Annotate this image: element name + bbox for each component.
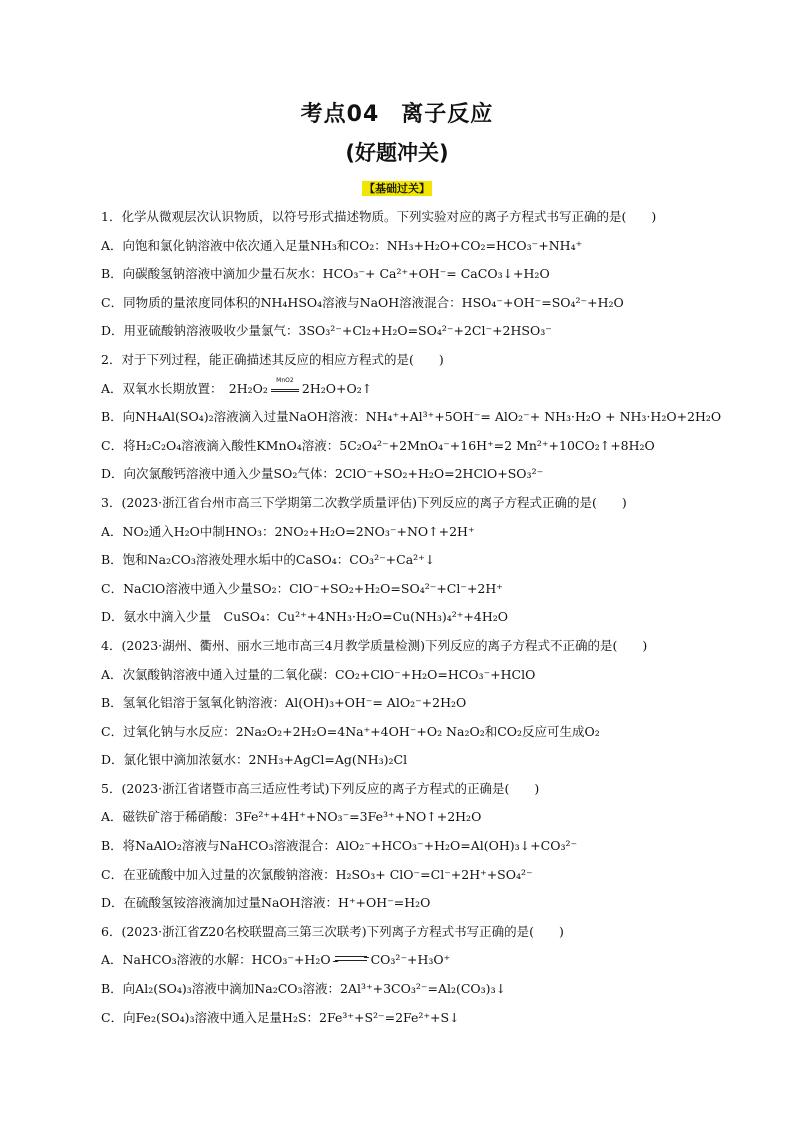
question-4-option-a: A．次氯酸钠溶液中通入过量的二氧化碳：CO₂+ClO⁻+H₂O=HCO₃⁻+HClO (101, 666, 536, 682)
question-list (101, 203, 741, 1032)
catalyst-label: MnO2 (276, 376, 294, 384)
question-6-option-c: C．向Fe₂(SO₄)₃溶液中通入足量H₂S：2Fe³⁺+S²⁻=2Fe²⁺+S↓ (101, 1009, 460, 1025)
question-6-option-a-products: CO₃²⁻+H₃O⁺ (370, 952, 451, 968)
page-title (0, 97, 794, 128)
question-2-option-d: D．向次氯酸钙溶液中通入少量SO₂气体：2ClO⁻+SO₂+H₂O=2HClO+SO₃²⁻ (101, 466, 544, 482)
question-2-option-b: B．向NH₄Al(SO₄)₂溶液滴入过量NaOH溶液：NH₄⁺+Al³⁺+5OH⁻= AlO₂⁻+ NH₃·H₂O + NH₃·H₂O+2H₂O (101, 409, 722, 425)
question-1-stem: 1．化学从微观层次认识物质，以符号形式描述物质。下列实验对应的离子方程式书写正确的是( ) (101, 209, 657, 224)
page-subtitle: (好题冲关) (345, 141, 449, 165)
question-1-option-a: A．向饱和氯化钠溶液中依次通入足量NH₃和CO₂：NH₃+H₂O+CO₂=HCO₃⁻+NH₄⁺ (101, 237, 583, 253)
equilibrium-arrow-icon (333, 954, 369, 964)
question-2-option-c: C．将H₂C₂O₄溶液滴入酸性KMnO₄溶液：5C₂O₄²⁻+2MnO₄⁻+16H⁺=2 Mn²⁺+10CO₂↑+8H₂O (101, 437, 655, 453)
title-topic-number: 考点04 (300, 102, 380, 127)
question-4-stem: 4．(2023·湖州、衢州、丽水三地市高三4月教学质量检测)下列反应的离子方程式不正确的是( ) (101, 637, 648, 653)
question-3-stem: 3．(2023·浙江省台州市高三下学期第二次教学质量评估)下列反应的离子方程式正确的是( ) (101, 494, 627, 510)
question-4-option-c: C．过氧化钠与水反应：2Na₂O₂+2H₂O=4Na⁺+4OH⁻+O₂ Na₂O₂和CO₂反应可生成O₂ (101, 723, 600, 739)
question-2-option-a-reactants: A．双氧水长期放置： 2H₂O₂ (101, 380, 268, 396)
question-3-option-c: C．NaClO溶液中通入少量SO₂：ClO⁻+SO₂+H₂O=SO₄²⁻+Cl⁻+2H⁺ (101, 580, 503, 596)
question-3-option-a: A．NO₂通入H₂O中制HNO₃：2NO₂+H₂O=2NO₃⁻+NO↑+2H⁺ (101, 523, 475, 539)
question-1-option-d: D．用亚硫酸钠溶液吸收少量氯气：3SO₃²⁻+Cl₂+H₂O=SO₄²⁻+2Cl⁻+2HSO₃⁻ (101, 323, 552, 339)
section-badge: 【基础过关】 (364, 182, 430, 195)
question-3-option-d: D．氨水中滴入少量 CuSO₄：Cu²⁺+4NH₃·H₂O=Cu(NH₃)₄²⁺+4H₂O (101, 609, 508, 625)
question-5-option-d: D．在硫酸氢铵溶液滴加过量NaOH溶液：H⁺+OH⁻=H₂O (101, 895, 431, 911)
question-6-option-a (101, 946, 741, 975)
question-1-option-c: C．同物质的量浓度同体积的NH₄HSO₄溶液与NaOH溶液混合：HSO₄⁻+OH⁻=SO₄²⁻+H₂O (101, 294, 624, 310)
question-6-option-a-reactants: A．NaHCO₃溶液的水解：HCO₃⁻+H₂O (101, 952, 331, 968)
question-5-option-a: A．磁铁矿溶于稀硝酸：3Fe²⁺+4H⁺+NO₃⁻=3Fe³⁺+NO↑+2H₂O (101, 809, 482, 825)
question-2-option-a-products: 2H₂O+O₂↑ (301, 380, 373, 396)
question-2-stem: 2．对于下列过程，能正确描述其反应的相应方程式的是( ) (101, 351, 444, 367)
question-3-option-b: B．饱和Na₂CO₃溶液处理水垢中的CaSO₄：CO₃²⁻+Ca²⁺↓ (101, 552, 436, 568)
question-4-option-b: B．氢氧化铝溶于氢氧化钠溶液：Al(OH)₃+OH⁻= AlO₂⁻+2H₂O (101, 695, 467, 711)
question-6-option-b: B．向Al₂(SO₄)₃溶液中滴加Na₂CO₃溶液：2Al³⁺+3CO₃²⁻=Al₂(CO₃)₃↓ (101, 981, 507, 997)
question-6-stem: 6．(2023·浙江省Z20名校联盟高三第三次联考)下列离子方程式书写正确的是( ) (101, 923, 564, 939)
catalyst-arrow-icon (270, 376, 300, 395)
question-1-option-b: B．向碳酸氢钠溶液中滴加少量石灰水：HCO₃⁻+ Ca²⁺+OH⁻= CaCO₃↓+H₂O (101, 266, 550, 282)
title-topic-name: 离子反应 (401, 102, 494, 127)
question-5-option-c: C．在亚硫酸中加入过量的次氯酸钠溶液：H₂SO₃+ ClO⁻=Cl⁻+2H⁺+SO₄²⁻ (101, 866, 533, 882)
question-2-option-a (101, 375, 741, 404)
question-5-stem: 5．(2023·浙江省诸暨市高三适应性考试)下列反应的离子方程式的正确是( ) (101, 780, 540, 796)
question-5-option-b: B．将NaAlO₂溶液与NaHCO₃溶液混合：AlO₂⁻+HCO₃⁻+H₂O=Al(OH)₃↓+CO₃²⁻ (101, 838, 578, 854)
question-4-option-d: D．氯化银中滴加浓氨水：2NH₃+AgCl=Ag(NH₃)₂Cl (101, 752, 408, 768)
